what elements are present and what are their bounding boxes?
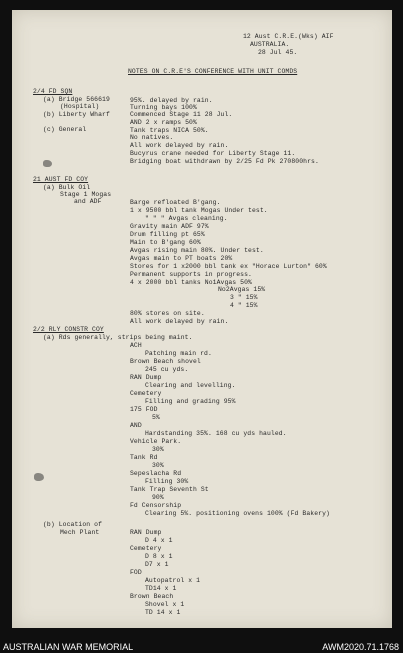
item-label: (c) General [43,126,87,133]
note-line: Barge refloated B'gang. [130,199,221,206]
note-line: D 4 x 1 [145,537,173,544]
note-line: Sepeslacha Rd [130,470,182,477]
note-line: 5% [152,414,160,421]
note-line: Drum filling pt 65% [130,231,205,238]
note-line: Clearing and levelling. [145,382,236,389]
note-line: 30% [152,446,164,453]
note-line: Bridging boat withdrawn by 2/25 Fd Pk 270800hrs. [130,158,319,165]
ink-blot [34,473,44,481]
item-label: (a) Bulk Oil [43,184,91,191]
note-line: Clearing 5%. positioning ovens 100% (Fd Bakery) [145,510,330,517]
section-heading: 2/4 FD SQN [33,88,73,95]
note-line: 30% [152,462,164,469]
note-line: 245 cu yds. [145,366,189,373]
note-line: Patching main rd. [145,350,212,357]
note-line: Turning bays 100% [130,104,197,111]
note-line: RAN Dump [130,374,162,381]
note-line: Main to B'gang 60% [130,239,201,246]
note-line: 95%. delayed by rain. [130,97,213,104]
archive-footer [0,631,403,653]
document-title: NOTES ON C.R.E'S CONFERENCE WITH UNIT COMDS [128,68,298,75]
ink-blot [43,160,52,167]
header-unit: 12 Aust C.R.E.(Wks) AIF [243,33,334,40]
note-line: Avgas rising main 80%. Under test. [130,247,264,254]
item-label: (b) Liberty Wharf [43,111,110,118]
note-line: Commenced Stage 11 28 Jul. [130,111,233,118]
header-location: AUSTRALIA. [250,41,290,48]
archive-name: AUSTRALIAN WAR MEMORIAL [3,642,134,652]
note-line: All work delayed by rain. [130,142,229,149]
note-line: 80% stores on site. [130,310,205,317]
note-line: Shovel x 1 [145,601,185,608]
item-label: Stage 1 Mogas [60,191,112,198]
note-line: Gravity main ADF 97% [130,223,209,230]
item-label: (b) Location of [43,521,103,528]
note-line: Avgas main to PT boats 20% [130,255,233,262]
note-line: D7 x 1 [145,561,169,568]
note-line: No2Avgas 15% [218,286,266,293]
note-line: 3 " 15% [230,294,258,301]
note-line: Cemetery [130,390,162,397]
note-line: Brown Beach shovel [130,358,201,365]
archive-reference: AWM2020.71.1768 [322,642,399,652]
note-line: Tank Trap Seventh St [130,486,209,493]
item-label: (a) Bridge 566619 [43,96,110,103]
item-label: and ADF [74,198,102,205]
note-line: Stores for 1 x2000 bbl tank ex "Horace Lurton" 60% [130,263,327,270]
note-line: RAN Dump [130,529,162,536]
note-line: All work delayed by rain. [130,318,229,325]
note-line: Brown Beach [130,593,174,600]
note-line: 4 x 2000 bbl tanks No1Avgas 50% [130,279,252,286]
header-date: 28 Jul 45. [258,49,298,56]
note-line: AND 2 x ramps 50% [130,119,197,126]
item-label: Mech Plant [60,529,100,536]
note-line: Cemetery [130,545,162,552]
note-line: Autopatrol x 1 [145,577,201,584]
note-line: Filling 30% [145,478,189,485]
note-line: Filling and grading 95% [145,398,236,405]
note-line: 175 FOD [130,406,158,413]
note-line: 4 " 15% [230,302,258,309]
note-line: No natives. [130,134,174,141]
item-label: (a) Rds generally, strips being maint. [43,334,193,341]
note-line: Fd Censorship [130,502,182,509]
note-line: 90% [152,494,164,501]
note-line: Permanent supports in progress. [130,271,252,278]
note-line: TD 14 x 1 [145,609,181,616]
note-line: 1 x 9500 bbl tank Mogas Under test. [130,207,268,214]
item-label: (Hospital) [60,103,100,110]
section-heading: 2/2 RLY CONSTR COY [33,326,104,333]
note-line: Tank Rd [130,454,158,461]
note-line: Vehicle Park. [130,438,182,445]
note-line: TD14 x 1 [145,585,177,592]
note-line: AND [130,422,142,429]
note-line: Hardstanding 35%. 168 cu yds hauled. [145,430,287,437]
note-line: " " " Avgas cleaning. [145,215,228,222]
note-line: Bucyrus crane needed for Liberty Stage 11. [130,150,296,157]
note-line: Tank traps NICA 50%. [130,127,209,134]
note-line: FOD [130,569,142,576]
section-heading: 21 AUST FD COY [33,176,89,183]
note-line: ACH [130,342,142,349]
note-line: D 8 x 1 [145,553,173,560]
